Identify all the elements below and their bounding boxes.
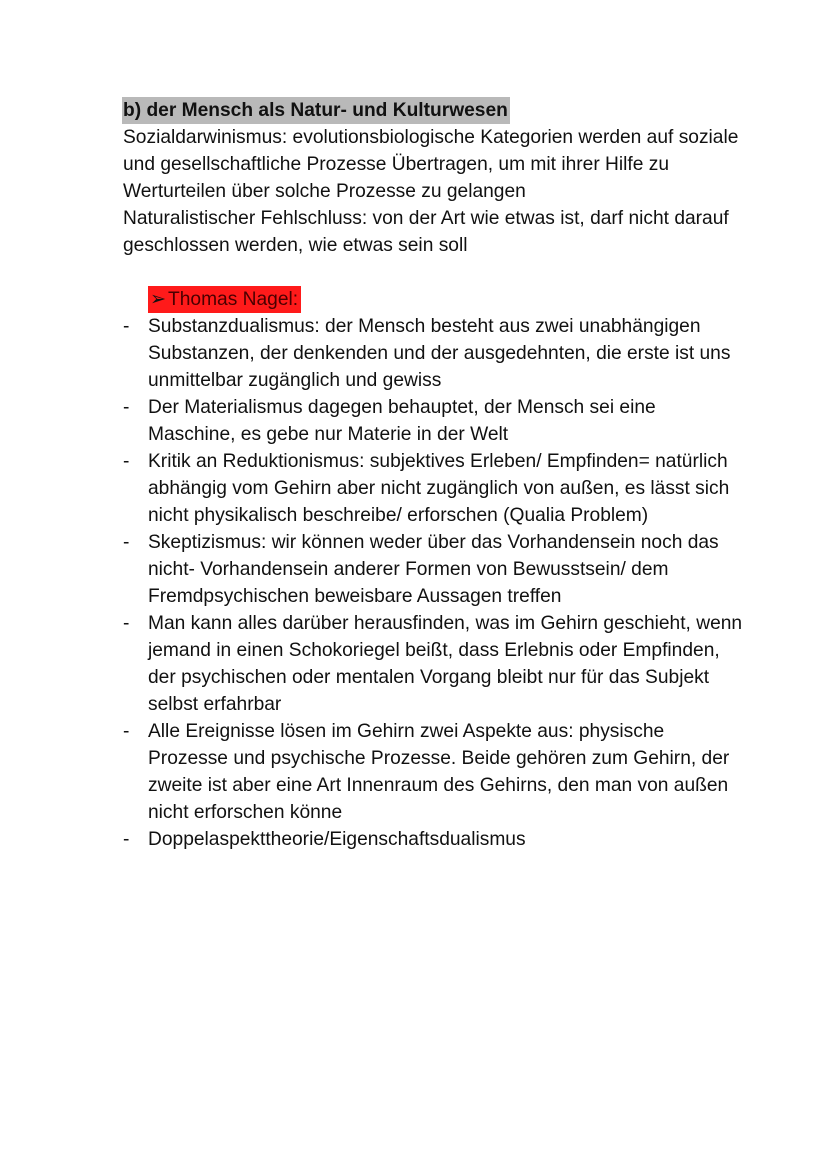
- dash-bullet-icon: -: [123, 316, 130, 337]
- list-item-text: Alle Ereignisse lösen im Gehirn zwei Aspekte aus: physische Prozesse und psychische Prozesse. Beide gehören zum Gehirn, der zweite ist aber eine Art Innenraum des Gehirns, den man von außen nicht erforschen könne: [148, 721, 730, 823]
- dash-bullet-icon: -: [123, 613, 130, 634]
- paragraph-sozialdarwinismus: Sozialdarwinismus: evolutionsbiologische Kategorien werden auf soziale und gesellschaftliche Prozesse Übertragen, um mit ihrer Hilfe zu Werturteilen über solche Prozesse zu gelangen: [123, 127, 739, 202]
- list-item-text: Substanzdualismus: der Mensch besteht aus zwei unabhängigen Substanzen, der denkenden und der ausgedehnten, die erste ist uns unmittelbar zugänglich und gewiss: [148, 316, 731, 391]
- list-item-text: Man kann alles darüber herausfinden, was im Gehirn geschieht, wenn jemand in einen Schokoriegel beißt, dass Erlebnis oder Empfinden, der psychischen oder mentalen Vorgang bleibt nur für das Subjekt selbst erfahrbar: [148, 613, 743, 715]
- dash-bullet-icon: -: [123, 397, 130, 418]
- subheading-row: [148, 286, 743, 313]
- list-item: [123, 718, 743, 826]
- paragraph-naturalistischer-fehlschluss: Naturalistischer Fehlschluss: von der Art wie etwas ist, darf nicht darauf geschlossen werden, wie etwas sein soll: [123, 208, 729, 256]
- list-item: [123, 529, 743, 610]
- arrow-bullet-icon: ➢: [150, 289, 167, 310]
- subheading-highlight: [148, 286, 301, 313]
- list-item: [123, 826, 743, 853]
- list-item-text: Der Materialismus dagegen behauptet, der Mensch sei eine Maschine, es gebe nur Materie in der Welt: [148, 397, 656, 445]
- dash-bullet-icon: -: [123, 829, 130, 850]
- list-item: [123, 313, 743, 394]
- section-heading-row: [123, 97, 743, 124]
- list-item: [123, 610, 743, 718]
- document-content: [123, 97, 743, 853]
- list-item-text: Skeptizismus: wir können weder über das Vorhandensein noch das nicht- Vorhandensein anderer Formen von Bewusstsein/ dem Fremdpsychischen beweisbare Aussagen treffen: [148, 532, 719, 607]
- list-item: [123, 394, 743, 448]
- section-heading: b) der Mensch als Natur- und Kulturwesen: [122, 97, 510, 124]
- dash-bullet-icon: -: [123, 532, 130, 553]
- list-item-text: Kritik an Reduktionismus: subjektives Erleben/ Empfinden= natürlich abhängig vom Gehirn aber nicht zugänglich von außen, es lässt sich nicht physikalisch beschreibe/ erforschen (Qualia Problem): [148, 451, 730, 526]
- list-item-text: Doppelaspekttheorie/Eigenschaftsdualismus: [148, 829, 526, 850]
- list-item: [123, 448, 743, 529]
- dash-bullet-icon: -: [123, 451, 130, 472]
- subheading-title: Thomas Nagel:: [168, 289, 299, 310]
- dash-bullet-icon: -: [123, 721, 130, 742]
- bullet-list: [123, 313, 743, 853]
- spacer: [123, 259, 743, 286]
